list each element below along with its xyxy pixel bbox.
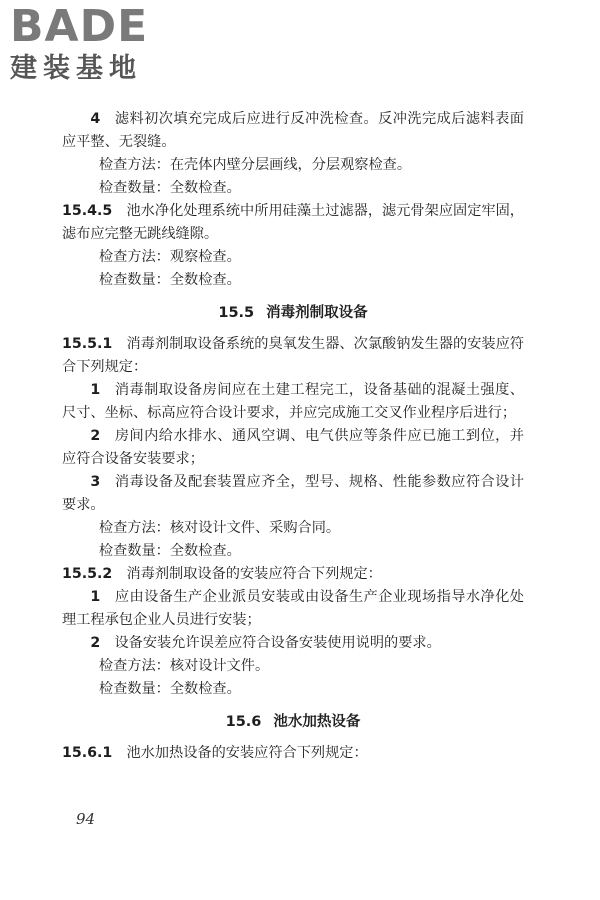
item-number: 4 [90, 111, 101, 127]
paragraph-text: 滤料初次填充完成后应进行反冲洗检查。反冲洗完成后滤料表面应平整、无裂缝。 [62, 111, 524, 150]
item-number: 2 [90, 635, 101, 651]
clause-paragraph [62, 563, 524, 586]
inspection-line: 检查方法：核对设计文件、采购合同。 [98, 520, 341, 536]
section-number: 15.6 [225, 714, 262, 730]
paragraph-text: 池水净化处理系统中所用硅藻土过滤器，滤元骨架应固定牢固，滤布应完整无跳线缝隙。 [62, 203, 524, 242]
section-heading [62, 302, 524, 325]
inspection-line: 检查数量：全数检查。 [98, 180, 241, 196]
list-item [62, 586, 524, 632]
paragraph-text: 池水加热设备的安装应符合下列规定： [126, 745, 368, 761]
section-title: 池水加热设备 [273, 714, 361, 730]
inspection-line: 检查方法：在壳体内壁分层画线，分层观察检查。 [98, 157, 412, 173]
inspection-line: 检查方法：观察检查。 [98, 249, 241, 265]
paragraph-text: 消毒剂制取设备系统的臭氧发生器、次氯酸钠发生器的安装应符合下列规定： [62, 336, 524, 375]
list-item [62, 632, 524, 655]
item-number: 1 [90, 589, 101, 605]
paragraph-text: 消毒剂制取设备的安装应符合下列规定： [126, 566, 382, 582]
section-number: 15.5 [218, 305, 255, 321]
clause-paragraph [62, 200, 524, 246]
clause-paragraph [62, 333, 524, 379]
paragraph-text: 房间内给水排水、通风空调、电气供应等条件应已施工到位，并应符合设备安装要求； [62, 428, 524, 467]
page-number: 94 [76, 810, 96, 828]
list-item [62, 471, 524, 517]
clause-number: 15.5.1 [62, 336, 113, 352]
clause-paragraph [62, 742, 524, 765]
logo-subtitle: 建装基地 [10, 53, 142, 84]
section-title: 消毒剂制取设备 [266, 305, 368, 321]
list-item [62, 425, 524, 471]
paragraph-text: 消毒制取设备房间应在土建工程完工，设备基础的混凝土强度、尺寸、坐标、标高应符合设计要求，并应完成施工交叉作业程序后进行； [62, 382, 524, 421]
item-number: 3 [90, 474, 101, 490]
clause-number: 15.5.2 [62, 566, 113, 582]
list-item [62, 108, 524, 154]
item-number: 2 [90, 428, 101, 444]
clause-number: 15.6.1 [62, 745, 113, 761]
inspection-line: 检查数量：全数检查。 [98, 272, 241, 288]
logo-wordmark: BADE [10, 1, 149, 52]
inspection-line: 检查数量：全数检查。 [98, 543, 241, 559]
inspection-line: 检查方法：核对设计文件。 [98, 658, 270, 674]
bade-logo [10, 1, 180, 88]
list-item [62, 379, 524, 425]
section-heading [62, 711, 524, 734]
clause-number: 15.4.5 [62, 203, 113, 219]
paragraph-text: 设备安装允许误差应符合设备安装使用说明的要求。 [114, 635, 441, 651]
document-body [62, 108, 524, 765]
inspection-line: 检查数量：全数检查。 [98, 681, 241, 697]
paragraph-text: 应由设备生产企业派员安装或由设备生产企业现场指导水净化处理工程承包企业人员进行安装； [62, 589, 524, 628]
item-number: 1 [90, 382, 101, 398]
paragraph-text: 消毒设备及配套装置应齐全，型号、规格、性能参数应符合设计要求。 [62, 474, 524, 513]
